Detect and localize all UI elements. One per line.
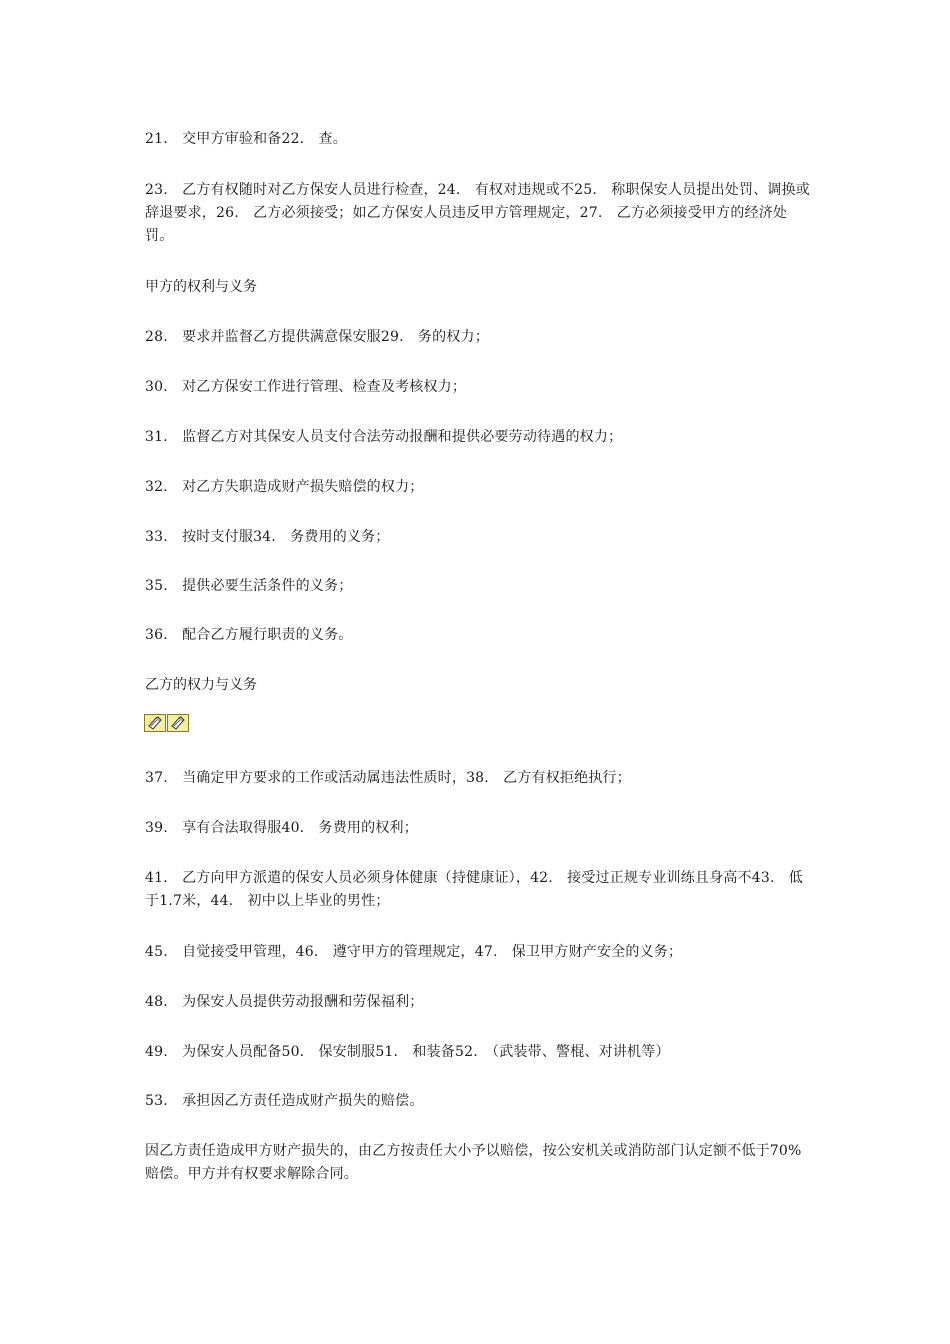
clause-28: 28. 要求并监督乙方提供满意保安服29. 务的权力；	[145, 329, 489, 345]
document-edit-icon	[167, 714, 189, 732]
inline-icons	[144, 714, 189, 734]
clause-36: 36. 配合乙方履行职责的义务。	[145, 627, 353, 643]
clause-31: 31. 监督乙方对其保安人员支付合法劳动报酬和提供必要劳动待遇的权力；	[145, 429, 623, 445]
clause-30: 30. 对乙方保安工作进行管理、检查及考核权力；	[145, 379, 467, 395]
clause-41: 41. 乙方向甲方派遣的保安人员必须身体健康（持健康证），42. 接受过正规专业训练且身高不43. 低于1.7米，44. 初中以上毕业的男性；	[145, 870, 803, 909]
clause-48: 48. 为保安人员提供劳动报酬和劳保福利；	[145, 994, 424, 1010]
clause-33: 33. 按时支付服34. 务费用的义务；	[145, 529, 390, 545]
clause-23: 23. 乙方有权随时对乙方保安人员进行检查，24. 有权对违规或不25. 称职保安人员提出处罚、调换或辞退要求，26. 乙方必须接受；如乙方保安人员违反甲方管理规定，27. 乙方必须接受甲方的经济处罚。	[145, 182, 810, 244]
clause-32: 32. 对乙方失职造成财产损失赔偿的权力；	[145, 479, 424, 495]
clause-49: 49. 为保安人员配备50. 保安制服51. 和装备52. （武装带、警棍、对讲机等）	[145, 1044, 670, 1060]
section-heading-party-a: 甲方的权利与义务	[145, 279, 257, 295]
clause-45: 45. 自觉接受甲管理，46. 遵守甲方的管理规定，47. 保卫甲方财产安全的义务；	[145, 944, 683, 960]
closing-paragraph: 因乙方责任造成甲方财产损失的，由乙方按责任大小予以赔偿，按公安机关或消防部门认定额不低于70%赔偿。甲方并有权要求解除合同。	[145, 1143, 802, 1182]
clause-53: 53. 承担因乙方责任造成财产损失的赔偿。	[145, 1093, 424, 1109]
clause-35: 35. 提供必要生活条件的义务；	[145, 578, 353, 594]
clause-39: 39. 享有合法取得服40. 务费用的权利；	[145, 820, 418, 836]
document-edit-icon	[147, 716, 163, 730]
document-edit-icon	[144, 714, 166, 732]
clause-21: 21. 交甲方审验和备22. 查。	[145, 131, 347, 147]
clause-37: 37. 当确定甲方要求的工作或活动属违法性质时，38. 乙方有权拒绝执行；	[145, 770, 631, 786]
section-heading-party-b: 乙方的权力与义务	[145, 677, 257, 693]
document-edit-icon	[170, 716, 186, 730]
